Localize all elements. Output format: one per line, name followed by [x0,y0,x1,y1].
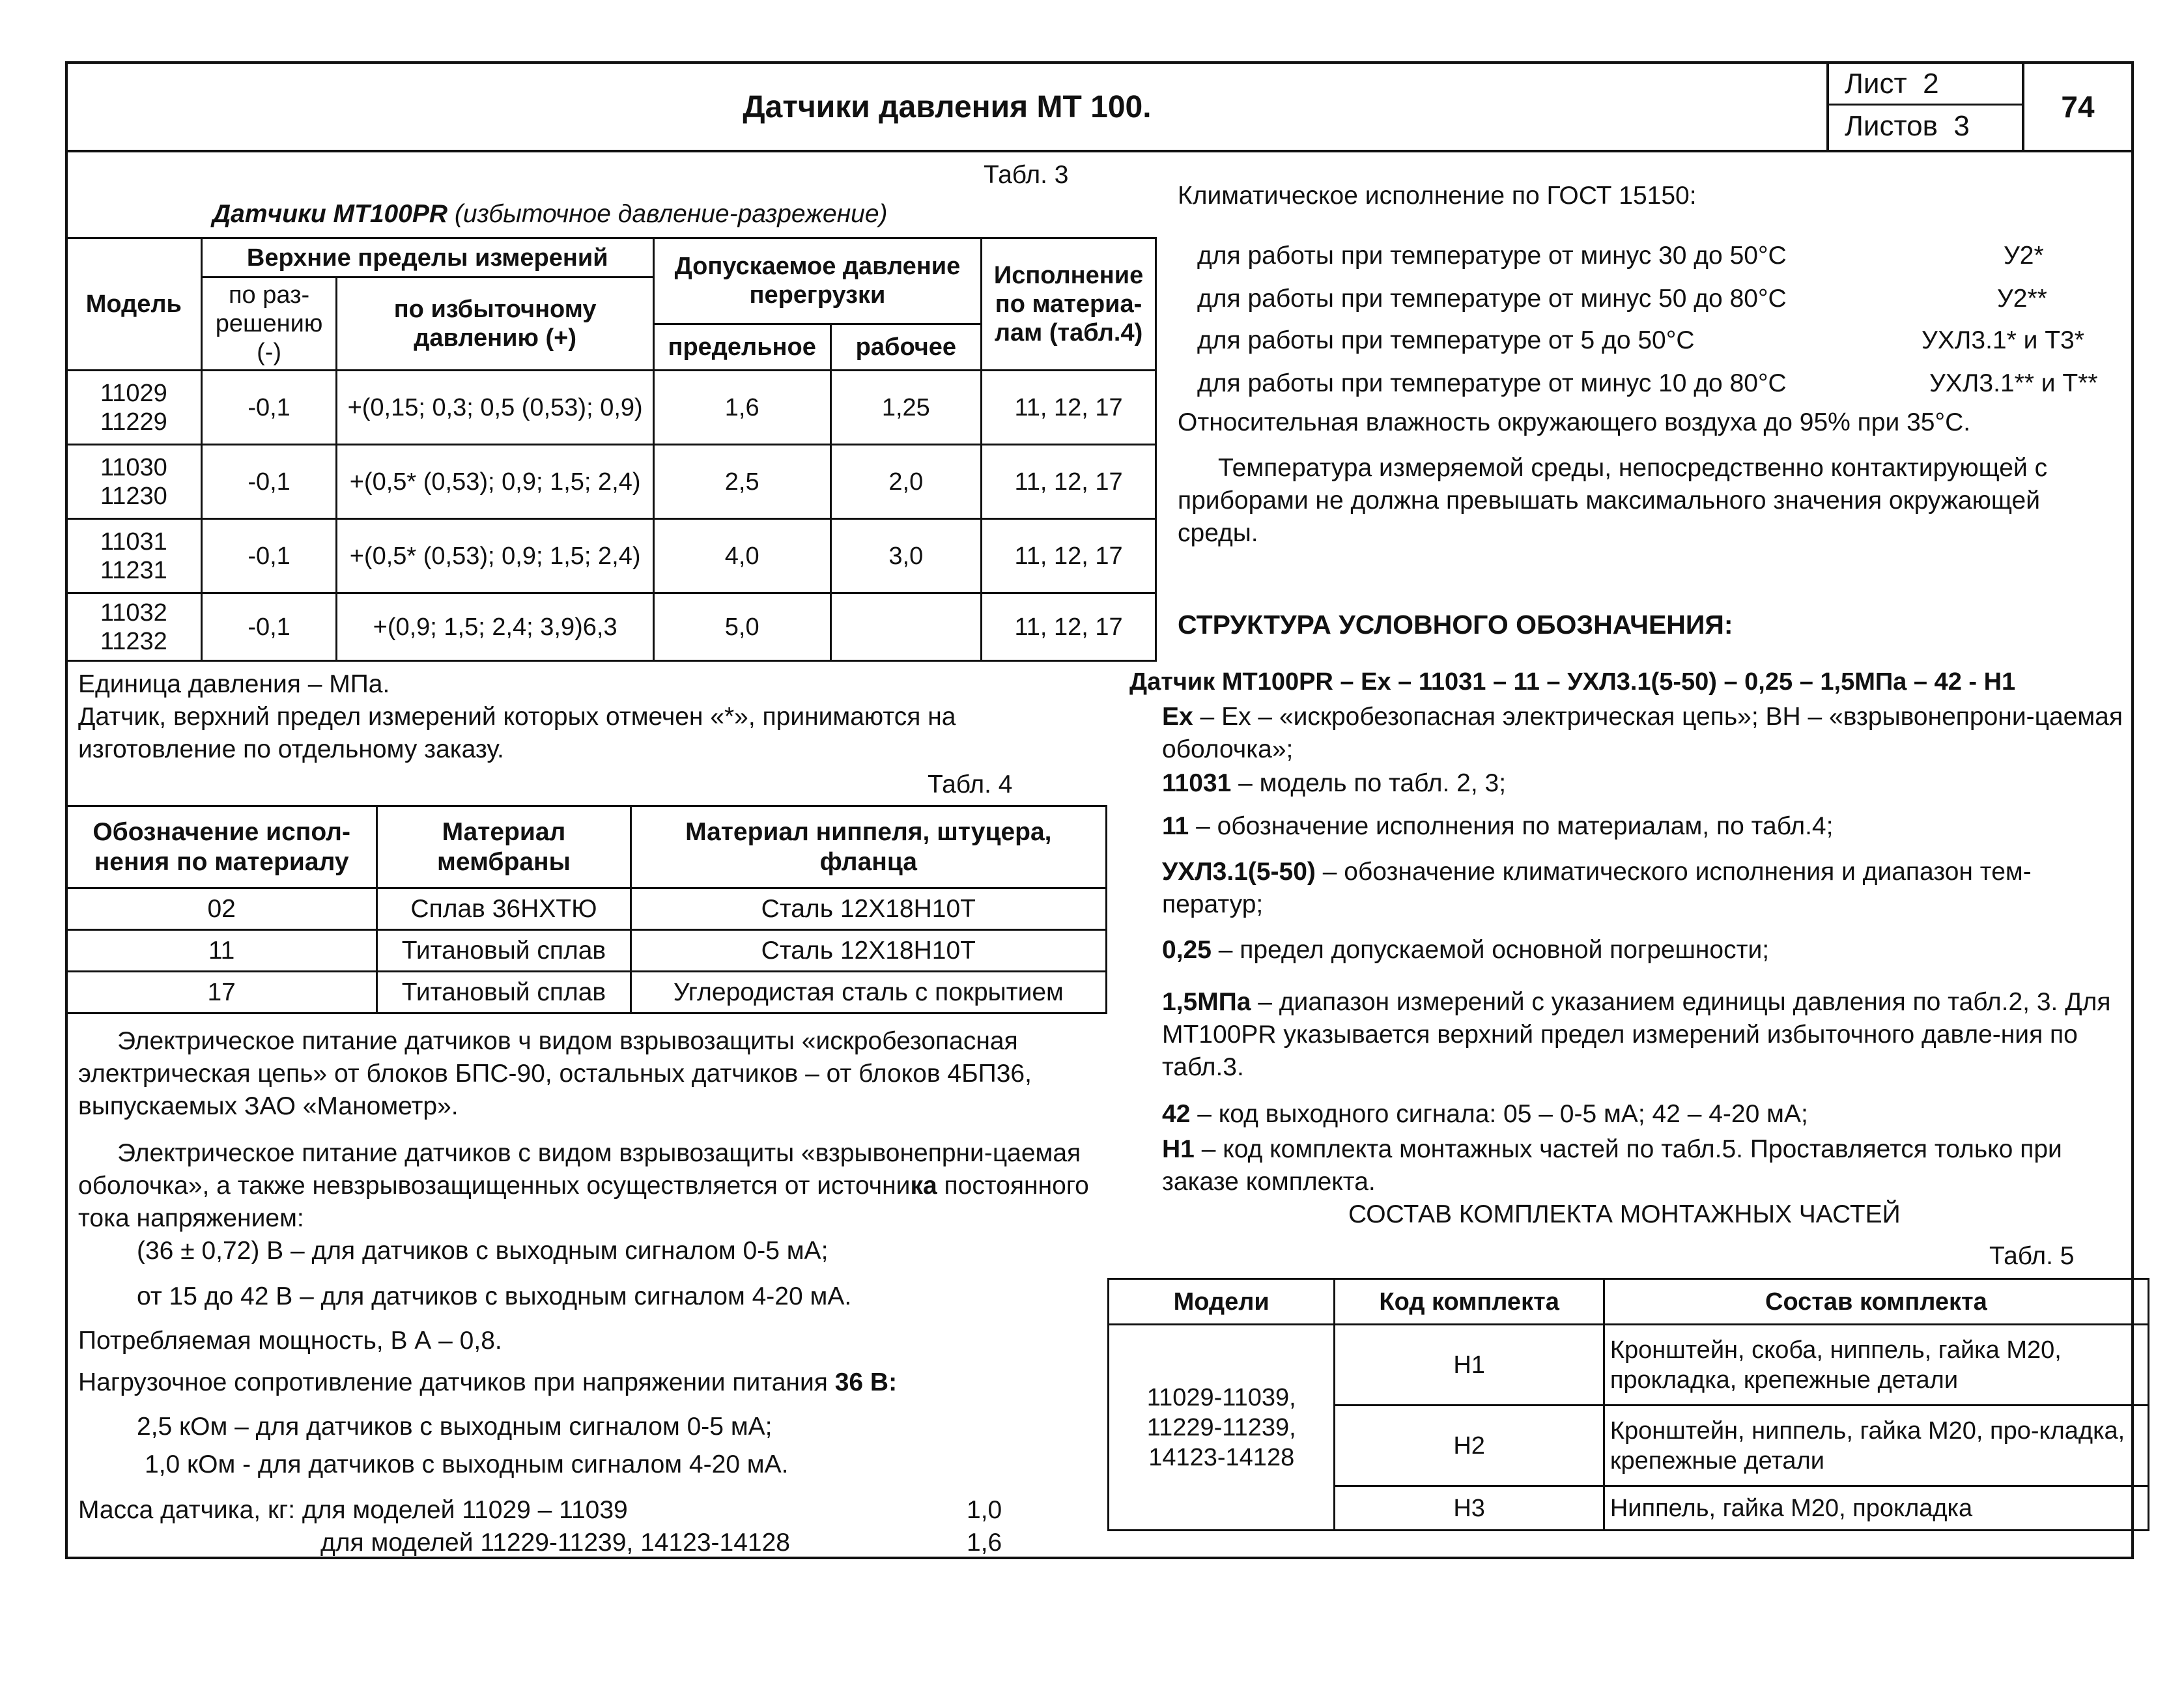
sheets-total: Листов 3 [1845,110,1970,142]
structure-item: 1,5МПа – диапазон измерений с указанием единицы давления по табл.2, 3. Для МТ100PR указывается верхний предел измерений избыточного давле-ния по табл.3. [1162,988,2111,1081]
table-row: 02 Сплав 36НХТЮ Сталь 12Х18Н10Т [66,888,1107,930]
medium-temperature-note: Температура измеряемой среды, непосредственно контактирующей с приборами не должна превышать максимального значения окружающей среды. [1178,454,2048,547]
sheet-counter [1826,64,2022,150]
resistance-line-1: 2,5 кОм – для датчиков с выходным сигналом 0-5 мА; [137,1413,773,1441]
unit-note: Единица давления – МПа. [78,670,390,698]
climate-row: для работы при температуре от минус 30 до 50°C [1197,242,1787,270]
col-work-header: рабочее [830,324,982,371]
table5: Модели Код комплекта Состав комплекта 11029-11039, 11229-11239, 14123-14128 Н1 Кронштейн, скоба, ниппель, гайка М20, прокладка, крепежные детали Н2 Кронштейн, ниппель, гайка М20, про-кладка, крепежные детали Н3 Ниппель, гайка М20, прокладка [1107,1278,2149,1531]
structure-title: СТРУКТУРА УСЛОВНОГО ОБОЗНАЧЕНИЯ: [1178,610,1733,640]
structure-item: 42 – код выходного сигнала: 05 – 0-5 мА; 42 – 4-20 мА; [1162,1100,1808,1128]
table-row: 11030 11230 -0,1 +(0,5* (0,53); 0,9; 1,5; 2,4) 2,5 2,0 11, 12, 17 [66,445,1156,519]
mass-line-1: Масса датчика, кг: для моделей 11029 – 11039 [78,1496,628,1524]
power-supply-paragraph-2: Электрическое питание датчиков с видом взрывозащиты «взрывонепрни-цаемая оболочка», а также невзрывозащищенных осуществляется от источника постоянного тока напряжением: [78,1139,1089,1232]
star-note: Датчик, верхний предел измерений которых отмечен «*», принимаются на изготовление по отдельному заказу. [78,703,956,763]
table-row: 11029 11229 -0,1 +(0,15; 0,3; 0,5 (0,53); 0,9) 1,6 1,25 11, 12, 17 [66,371,1156,445]
structure-item: УХЛ3.1(5-50) – обозначение климатического исполнения и диапазон тем-ператур; [1162,858,2032,918]
table-row: Н3 Ниппель, гайка М20, прокладка [1109,1486,2149,1531]
structure-item: 0,25 – предел допускаемой основной погрешности; [1162,936,1770,964]
table-row: 11031 11231 -0,1 +(0,5* (0,53); 0,9; 1,5; 2,4) 4,0 3,0 11, 12, 17 [66,519,1156,593]
table5-label: Табл. 5 [1989,1242,2075,1270]
col-model-header: Модель [66,238,202,371]
power-supply-paragraph-1: Электрическое питание датчиков ч видом взрывозащиты «искробезопасная электрическая цепь» от блоков БПС-90, остальных датчиков – от блоков 4БП36, выпускаемых ЗАО «Манометр». [78,1027,1032,1120]
structure-item: Ex – Ex – «искробезопасная электрическая цепь»; ВН – «взрывонепрони-цаемая оболочка»; [1162,703,2123,763]
climate-row: для работы при температуре от минус 10 до 80°C [1197,369,1787,397]
title-block [68,64,2131,152]
mass-value-1: 1,0 [967,1496,1002,1524]
col-vac-header: по раз-решению (-) [201,277,337,371]
sheet-number: Лист 2 [1829,64,2022,106]
models-cell: 11029-11039, 11229-11239, 14123-14128 [1109,1325,1335,1531]
table3-title: Датчики МТ100PR (избыточное давление-разрежение) [212,200,888,228]
voltage-line-1: (36 ± 0,72) В – для датчиков с выходным сигналом 0-5 мА; [137,1237,829,1265]
table-row: 17 Титановый сплав Углеродистая сталь с покрытием [66,972,1107,1013]
voltage-line-2: от 15 до 42 В – для датчиков с выходным сигналом 4-20 мА. [137,1282,852,1310]
climate-row: для работы при температуре от 5 до 50°C [1197,326,1695,354]
climate-code: УХЛ3.1** и Т** [1929,369,2098,397]
resistance-line-2: 1,0 кОм - для датчиков с выходным сигналом 4-20 мА. [145,1450,789,1478]
table3 [65,237,1157,662]
mass-value-2: 1,6 [967,1529,1002,1557]
table-row: 11032 11232 -0,1 +(0,9; 1,5; 2,4; 3,9)6,3 5,0 11, 12, 17 [66,593,1156,661]
humidity-note: Относительная влажность окружающего воздуха до 95% при 35°C. [1178,408,1971,436]
table3-label: Табл. 3 [984,161,1069,189]
col-limit-header: предельное [653,324,830,371]
structure-item: 11031 – модель по табл. 2, 3; [1162,769,1507,797]
table-row: Н2 Кронштейн, ниппель, гайка М20, про-кладка, крепежные детали [1109,1406,2149,1486]
col-overload-header: Допускаемое давление перегрузки [653,238,981,324]
table5-title: СОСТАВ КОМПЛЕКТА МОНТАЖНЫХ ЧАСТЕЙ [1348,1200,1901,1228]
table-row: 11 Титановый сплав Сталь 12Х18Н10Т [66,930,1107,972]
climate-code: У2** [1997,285,2047,313]
col-upper-header: Верхние пределы измерений [201,238,653,277]
col-material-header: Исполнение по материа-лам (табл.4) [982,238,1156,371]
climate-code: УХЛ3.1* и Т3* [1922,326,2084,354]
table4: Обозначение испол-нения по материалу Материал мембраны Материал ниппеля, штуцера, фланца 02 Сплав 36НХТЮ Сталь 12Х18Н10Т 11 Титановый сплав Сталь 12Х18Н10Т 17 Титановый сплав Углеродистая сталь с покрытием [65,805,1107,1014]
climate-row: для работы при температуре от минус 50 до 80°C [1197,285,1787,313]
climate-code: У2* [2004,242,2044,270]
structure-item: Н1 – код комплекта монтажных частей по табл.5. Проставляется только при заказе комплекта. [1162,1135,2062,1196]
mass-line-2: для моделей 11229-11239, 14123-14128 [320,1529,790,1557]
structure-item: 11 – обозначение исполнения по материалам, по табл.4; [1162,812,1834,840]
designation-example: Датчик МТ100PR – Ex – 11031 – 11 – УХЛ3.1(5-50) – 0,25 – 1,5МПа – 42 - Н1 [1129,668,2016,696]
col-over-header: по избыточному давлению (+) [337,277,653,371]
table-row: 11029-11039, 11229-11239, 14123-14128 Н1 Кронштейн, скоба, ниппель, гайка М20, прокладка, крепежные детали [1109,1325,2149,1406]
page-title: Датчики давления МТ 100. [743,89,1152,124]
climate-title: Климатическое исполнение по ГОСТ 15150: [1178,182,1697,210]
table4-label: Табл. 4 [928,770,1013,798]
page-number: 74 [2022,64,2131,150]
load-resistance-title: Нагрузочное сопротивление датчиков при напряжении питания 36 В: [78,1368,898,1396]
power-consumption: Потребляемая мощность, В А – 0,8. [78,1327,502,1355]
